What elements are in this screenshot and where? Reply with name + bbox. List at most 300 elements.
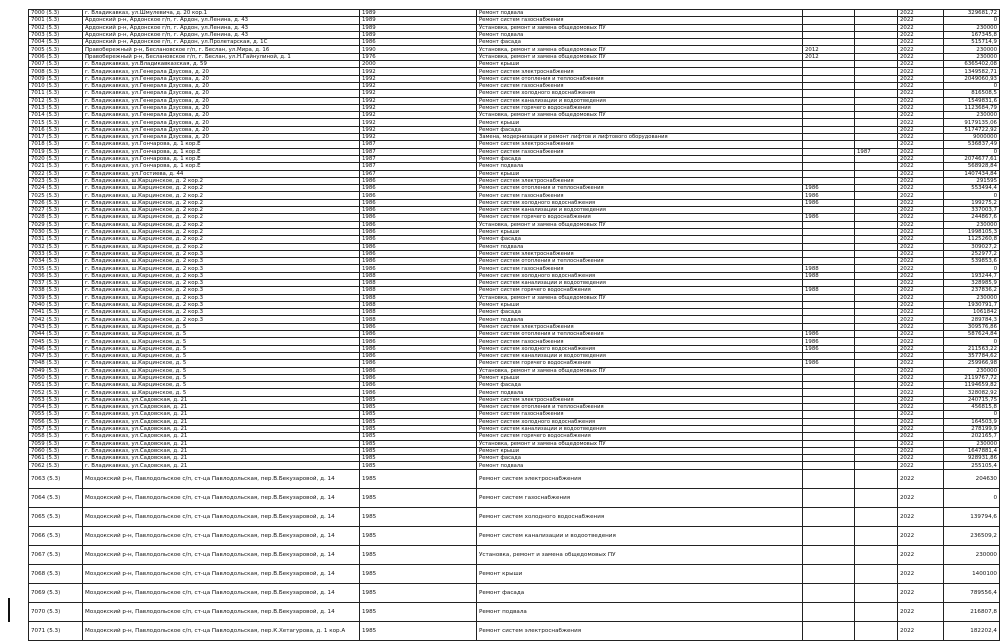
work-type-cell: Ремонт систем канализации и водоотведения	[477, 352, 803, 359]
extra-year-cell	[855, 367, 898, 374]
plan-year-cell: 2022	[898, 236, 944, 243]
plan-year-cell: 2022	[898, 469, 944, 488]
work-type-cell: Ремонт фасада	[477, 39, 803, 46]
prev-repair-cell	[803, 82, 855, 89]
plan-year-cell: 2022	[898, 250, 944, 257]
row-id-cell: 7018 (5.3)	[29, 141, 83, 148]
table-row	[29, 345, 1000, 352]
prev-repair-cell	[803, 90, 855, 97]
plan-year-cell: 2022	[898, 455, 944, 462]
extra-year-cell	[855, 396, 898, 403]
cost-cell: 1125260,8	[944, 236, 1000, 243]
work-type-cell: Ремонт фасада	[477, 455, 803, 462]
address-cell: г. Владикавказ, ул.Генерала Дзусова, д. 20	[83, 75, 360, 82]
row-id-cell: 7005 (5.3)	[29, 46, 83, 53]
row-id-cell: 7047 (5.3)	[29, 352, 83, 359]
build-year-cell: 1985	[360, 404, 477, 411]
table-row	[29, 389, 1000, 396]
cost-cell: 199275,2	[944, 199, 1000, 206]
address-cell: г. Владикавказ, ш.Карцинское, д. 2 кор.3	[83, 258, 360, 265]
extra-year-cell	[855, 53, 898, 60]
table-row	[29, 90, 1000, 97]
address-cell: г. Владикавказ, ул.Гостиева, д. 44	[83, 170, 360, 177]
work-type-cell: Ремонт систем газоснабжения	[477, 488, 803, 507]
extra-year-cell	[855, 185, 898, 192]
prev-repair-cell	[803, 367, 855, 374]
build-year-cell: 1985	[360, 602, 477, 621]
work-type-cell: Установка, ремонт и замена общедомовых ПУ	[477, 367, 803, 374]
cost-cell: 9000000	[944, 134, 1000, 141]
work-type-cell: Ремонт систем электроснабжения	[477, 469, 803, 488]
address-cell: г. Владикавказ, ш.Карцинское, д. 5	[83, 382, 360, 389]
table-row	[29, 61, 1000, 68]
extra-year-cell	[855, 75, 898, 82]
cost-cell: 182202,4	[944, 621, 1000, 640]
cost-cell: 278199,9	[944, 425, 1000, 432]
prev-repair-cell: 1986	[803, 214, 855, 221]
extra-year-cell	[855, 382, 898, 389]
address-cell: г. Владикавказ, ш.Карцинское, д. 2 кор.2	[83, 192, 360, 199]
prev-repair-cell	[803, 31, 855, 38]
table-row	[29, 126, 1000, 133]
plan-year-cell: 2022	[898, 272, 944, 279]
prev-repair-cell	[803, 75, 855, 82]
extra-year-cell	[855, 374, 898, 381]
address-cell: г. Владикавказ, ш.Карцинское, д. 5	[83, 367, 360, 374]
extra-year-cell	[855, 469, 898, 488]
table-row	[29, 374, 1000, 381]
address-cell: г. Владикавказ, ул.Садовская, д. 21	[83, 440, 360, 447]
cost-cell: 167345,8	[944, 31, 1000, 38]
prev-repair-cell	[803, 112, 855, 119]
prev-repair-cell	[803, 433, 855, 440]
address-cell: Правобережный р-н, Беслановское г/п, г. Беслан, ул.Н.Гайнулиной, д. 1	[83, 53, 360, 60]
work-type-cell: Ремонт крыши	[477, 228, 803, 235]
address-cell: г. Владикавказ, ул.Садовская, д. 21	[83, 418, 360, 425]
cost-cell: 230000	[944, 221, 1000, 228]
plan-year-cell: 2022	[898, 396, 944, 403]
prev-repair-cell	[803, 564, 855, 583]
work-type-cell: Установка, ремонт и замена общедомовых ПУ	[477, 221, 803, 228]
plan-year-cell: 2022	[898, 163, 944, 170]
plan-year-cell: 2022	[898, 411, 944, 418]
row-id-cell: 7060 (5.3)	[29, 447, 83, 454]
work-type-cell: Ремонт крыши	[477, 564, 803, 583]
work-type-cell: Ремонт подвала	[477, 31, 803, 38]
row-id-cell: 7024 (5.3)	[29, 185, 83, 192]
work-type-cell: Ремонт систем электроснабжения	[477, 141, 803, 148]
address-cell: г. Владикавказ, ш.Карцинское, д. 2 кор.2	[83, 236, 360, 243]
cost-cell: 252977,2	[944, 250, 1000, 257]
extra-year-cell	[855, 39, 898, 46]
row-id-cell: 7000 (5.3)	[29, 10, 83, 17]
table-row	[29, 309, 1000, 316]
work-type-cell: Ремонт систем канализации и водоотведения	[477, 425, 803, 432]
work-type-cell: Ремонт систем канализации и водоотведения	[477, 526, 803, 545]
prev-repair-cell	[803, 258, 855, 265]
cost-cell: 789556,4	[944, 583, 1000, 602]
table-row	[29, 425, 1000, 432]
cost-cell: 1194659,82	[944, 382, 1000, 389]
extra-year-cell	[855, 126, 898, 133]
plan-year-cell: 2022	[898, 104, 944, 111]
extra-year-cell	[855, 46, 898, 53]
extra-year-cell: 1987	[855, 148, 898, 155]
work-type-cell: Ремонт систем горячего водоснабжения	[477, 360, 803, 367]
extra-year-cell	[855, 345, 898, 352]
cost-cell: 237836,2	[944, 287, 1000, 294]
address-cell: г. Владикавказ, ул.Садовская, д. 21	[83, 455, 360, 462]
work-type-cell: Ремонт систем газоснабжения	[477, 338, 803, 345]
table-row	[29, 396, 1000, 403]
build-year-cell: 1986	[360, 345, 477, 352]
work-type-cell: Установка, ремонт и замена общедомовых ПУ	[477, 440, 803, 447]
work-type-cell: Ремонт фасада	[477, 126, 803, 133]
plan-year-cell: 2022	[898, 338, 944, 345]
address-cell: Ардонский р-н, Ардонское г/п, г. Ардон, ул.Ленина, д. 43	[83, 31, 360, 38]
table-row	[29, 338, 1000, 345]
extra-year-cell	[855, 192, 898, 199]
row-id-cell: 7036 (5.3)	[29, 272, 83, 279]
work-type-cell: Ремонт систем отопления и теплоснабжения	[477, 404, 803, 411]
table-row	[29, 148, 1000, 155]
build-year-cell: 1986	[360, 265, 477, 272]
address-cell: Моздокский р-н, Павлодольское с/п, ст-ца Павлодольская, пер.В.Бекузаровой, д. 14	[83, 564, 360, 583]
build-year-cell: 1985	[360, 447, 477, 454]
build-year-cell: 1986	[360, 192, 477, 199]
extra-year-cell	[855, 331, 898, 338]
build-year-cell: 1986	[360, 331, 477, 338]
build-year-cell: 1986	[360, 360, 477, 367]
build-year-cell: 1992	[360, 90, 477, 97]
address-cell: г. Владикавказ, ш.Карцинское, д. 5	[83, 352, 360, 359]
build-year-cell: 1987	[360, 141, 477, 148]
cost-cell: 357784,62	[944, 352, 1000, 359]
address-cell: г. Владикавказ, ул.Гончарова, д. 1 кор.Е	[83, 155, 360, 162]
build-year-cell: 1992	[360, 97, 477, 104]
cost-cell: 202165,7	[944, 433, 1000, 440]
cost-cell: 230000	[944, 545, 1000, 564]
table-row	[29, 236, 1000, 243]
build-year-cell: 1988	[360, 279, 477, 286]
build-year-cell: 1992	[360, 68, 477, 75]
build-year-cell: 1986	[360, 207, 477, 214]
work-type-cell: Ремонт систем горячего водоснабжения	[477, 287, 803, 294]
build-year-cell: 1986	[360, 221, 477, 228]
row-id-cell: 7057 (5.3)	[29, 425, 83, 432]
address-cell: г. Владикавказ, ул.Генерала Дзусова, д. 20	[83, 104, 360, 111]
plan-year-cell: 2022	[898, 112, 944, 119]
cost-cell: 568928,84	[944, 163, 1000, 170]
extra-year-cell	[855, 455, 898, 462]
cost-cell: 0	[944, 338, 1000, 345]
row-id-cell: 7050 (5.3)	[29, 374, 83, 381]
work-type-cell: Ремонт систем газоснабжения	[477, 265, 803, 272]
cost-cell: 928931,86	[944, 455, 1000, 462]
cost-cell: 230000	[944, 367, 1000, 374]
table-row	[29, 207, 1000, 214]
plan-year-cell: 2022	[898, 309, 944, 316]
cost-cell: 337003,7	[944, 207, 1000, 214]
plan-year-cell: 2022	[898, 82, 944, 89]
cost-cell: 1647881,4	[944, 447, 1000, 454]
plan-year-cell: 2022	[898, 440, 944, 447]
address-cell: г. Владикавказ, ул.Генерала Дзусова, д. 20	[83, 82, 360, 89]
extra-year-cell	[855, 82, 898, 89]
prev-repair-cell	[803, 294, 855, 301]
address-cell: г. Владикавказ, ш.Карцинское, д. 5	[83, 345, 360, 352]
row-id-cell: 7023 (5.3)	[29, 177, 83, 184]
work-type-cell: Ремонт систем газоснабжения	[477, 82, 803, 89]
cost-cell: 240715,75	[944, 396, 1000, 403]
cost-cell: 1123684,79	[944, 104, 1000, 111]
table-row	[29, 192, 1000, 199]
plan-year-cell: 2022	[898, 228, 944, 235]
extra-year-cell	[855, 583, 898, 602]
plan-year-cell: 2022	[898, 185, 944, 192]
prev-repair-cell	[803, 382, 855, 389]
cost-cell: 329681,72	[944, 10, 1000, 17]
work-type-cell: Ремонт систем отопления и теплоснабжения	[477, 75, 803, 82]
address-cell: г. Владикавказ, ул.Гончарова, д. 1 кор.Е	[83, 163, 360, 170]
plan-year-cell: 2022	[898, 46, 944, 53]
build-year-cell: 1986	[360, 39, 477, 46]
prev-repair-cell	[803, 68, 855, 75]
address-cell: г. Владикавказ, ш.Карцинское, д. 2 кор.3	[83, 294, 360, 301]
row-id-cell: 7045 (5.3)	[29, 338, 83, 345]
row-id-cell: 7065 (5.3)	[29, 507, 83, 526]
plan-year-cell: 2022	[898, 75, 944, 82]
work-type-cell: Установка, ремонт и замена общедомовых ПУ	[477, 24, 803, 31]
work-type-cell: Ремонт подвала	[477, 10, 803, 17]
work-type-cell: Ремонт систем горячего водоснабжения	[477, 433, 803, 440]
plan-year-cell: 2022	[898, 134, 944, 141]
cost-cell: 1549831,6	[944, 97, 1000, 104]
row-id-cell: 7037 (5.3)	[29, 279, 83, 286]
prev-repair-cell	[803, 207, 855, 214]
table-row	[29, 272, 1000, 279]
extra-year-cell	[855, 294, 898, 301]
build-year-cell: 1988	[360, 272, 477, 279]
extra-year-cell	[855, 24, 898, 31]
cost-cell: 230000	[944, 53, 1000, 60]
extra-year-cell	[855, 265, 898, 272]
table-row	[29, 17, 1000, 24]
plan-year-cell: 2022	[898, 126, 944, 133]
extra-year-cell	[855, 17, 898, 24]
work-type-cell: Установка, ремонт и замена общедомовых ПУ	[477, 112, 803, 119]
extra-year-cell	[855, 425, 898, 432]
margin-mark	[8, 598, 10, 622]
plan-year-cell: 2022	[898, 367, 944, 374]
extra-year-cell	[855, 214, 898, 221]
prev-repair-cell	[803, 126, 855, 133]
plan-year-cell: 2022	[898, 61, 944, 68]
cost-cell: 0	[944, 265, 1000, 272]
work-type-cell: Ремонт крыши	[477, 119, 803, 126]
cost-cell: 211563,22	[944, 345, 1000, 352]
prev-repair-cell	[803, 24, 855, 31]
address-cell: г. Владикавказ, ш.Карцинское, д. 5	[83, 374, 360, 381]
table-row	[29, 418, 1000, 425]
prev-repair-cell	[803, 10, 855, 17]
plan-year-cell: 2022	[898, 331, 944, 338]
extra-year-cell	[855, 199, 898, 206]
table-row	[29, 75, 1000, 82]
row-id-cell: 7027 (5.3)	[29, 207, 83, 214]
address-cell: Ардонский р-н, Ардонское г/п, г. Ардон, ул.Ленина, д. 43	[83, 24, 360, 31]
work-type-cell: Ремонт систем газоснабжения	[477, 192, 803, 199]
extra-year-cell	[855, 134, 898, 141]
build-year-cell: 1985	[360, 418, 477, 425]
prev-repair-cell: 1986	[803, 331, 855, 338]
build-year-cell: 1985	[360, 433, 477, 440]
build-year-cell: 1986	[360, 352, 477, 359]
prev-repair-cell: 1986	[803, 338, 855, 345]
row-id-cell: 7011 (5.3)	[29, 90, 83, 97]
address-cell: г. Владикавказ, ул.Генерала Дзусова, д. 20	[83, 97, 360, 104]
prev-repair-cell	[803, 389, 855, 396]
prev-repair-cell	[803, 526, 855, 545]
prev-repair-cell	[803, 170, 855, 177]
table-row	[29, 352, 1000, 359]
row-id-cell: 7003 (5.3)	[29, 31, 83, 38]
plan-year-cell: 2022	[898, 177, 944, 184]
extra-year-cell	[855, 389, 898, 396]
plan-year-cell: 2022	[898, 545, 944, 564]
plan-year-cell: 2022	[898, 221, 944, 228]
prev-repair-cell	[803, 352, 855, 359]
plan-year-cell: 2022	[898, 526, 944, 545]
table-row	[29, 170, 1000, 177]
work-type-cell: Ремонт систем холодного водоснабжения	[477, 507, 803, 526]
prev-repair-cell	[803, 119, 855, 126]
prev-repair-cell	[803, 17, 855, 24]
table-row	[29, 526, 1000, 545]
table-row	[29, 199, 1000, 206]
table-row	[29, 214, 1000, 221]
build-year-cell: 1987	[360, 148, 477, 155]
work-type-cell: Замена, модернизация и ремонт лифтов и лифтового оборудования	[477, 134, 803, 141]
cost-cell: 230000	[944, 46, 1000, 53]
address-cell: г. Владикавказ, ул.Владикавказская, д. 59	[83, 61, 360, 68]
work-type-cell: Ремонт подвала	[477, 389, 803, 396]
row-id-cell: 7014 (5.3)	[29, 112, 83, 119]
prev-repair-cell	[803, 250, 855, 257]
address-cell: г. Владикавказ, ул.Садовская, д. 21	[83, 411, 360, 418]
cost-cell: 328985,9	[944, 279, 1000, 286]
build-year-cell: 1989	[360, 24, 477, 31]
prev-repair-cell	[803, 374, 855, 381]
prev-repair-cell	[803, 323, 855, 330]
work-type-cell: Ремонт систем горячего водоснабжения	[477, 104, 803, 111]
work-type-cell: Ремонт подвала	[477, 462, 803, 469]
build-year-cell: 1986	[360, 323, 477, 330]
work-type-cell: Ремонт систем холодного водоснабжения	[477, 418, 803, 425]
row-id-cell: 7016 (5.3)	[29, 126, 83, 133]
plan-year-cell: 2022	[898, 207, 944, 214]
table-row	[29, 97, 1000, 104]
work-type-cell: Ремонт крыши	[477, 61, 803, 68]
plan-year-cell: 2022	[898, 323, 944, 330]
address-cell: г. Владикавказ, ш.Карцинское, д. 2 кор.2	[83, 177, 360, 184]
address-cell: г. Владикавказ, ш.Карцинское, д. 2 кор.3	[83, 309, 360, 316]
build-year-cell: 1985	[360, 621, 477, 640]
plan-year-cell: 2022	[898, 488, 944, 507]
address-cell: г. Владикавказ, ш.Карцинское, д. 2 кор.2	[83, 185, 360, 192]
row-id-cell: 7071 (5.3)	[29, 621, 83, 640]
table-row	[29, 53, 1000, 60]
plan-year-cell: 2022	[898, 433, 944, 440]
build-year-cell: 1985	[360, 526, 477, 545]
build-year-cell: 1985	[360, 488, 477, 507]
row-id-cell: 7040 (5.3)	[29, 301, 83, 308]
address-cell: г. Владикавказ, ш.Карцинское, д. 2 кор.2	[83, 207, 360, 214]
table-row	[29, 447, 1000, 454]
prev-repair-cell	[803, 488, 855, 507]
work-type-cell: Ремонт систем канализации и водоотведения	[477, 279, 803, 286]
prev-repair-cell: 1988	[803, 287, 855, 294]
row-id-cell: 7054 (5.3)	[29, 404, 83, 411]
address-cell: Моздокский р-н, Павлодольское с/п, ст-ца Павлодольская, пер.В.Бекузаровой, д. 14	[83, 488, 360, 507]
cost-cell: 193244,7	[944, 272, 1000, 279]
cost-cell: 536837,49	[944, 141, 1000, 148]
plan-year-cell: 2022	[898, 97, 944, 104]
table-row	[29, 221, 1000, 228]
address-cell: г. Владикавказ, ш.Карцинское, д. 2 кор.3	[83, 301, 360, 308]
address-cell: Моздокский р-н, Павлодольское с/п, ст-ца Павлодольская, пер.В.Бекузаровой, д. 14	[83, 583, 360, 602]
prev-repair-cell: 1986	[803, 185, 855, 192]
work-type-cell: Ремонт систем канализации и водоотведения	[477, 207, 803, 214]
work-type-cell: Ремонт систем холодного водоснабжения	[477, 90, 803, 97]
address-cell: г. Владикавказ, ш.Карцинское, д. 5	[83, 360, 360, 367]
address-cell: г. Владикавказ, ул.Генерала Дзусова, д. 20	[83, 112, 360, 119]
build-year-cell: 1990	[360, 46, 477, 53]
prev-repair-cell	[803, 418, 855, 425]
address-cell: г. Владикавказ, ул.Генерала Дзусова, д. 20	[83, 134, 360, 141]
row-id-cell: 7039 (5.3)	[29, 294, 83, 301]
plan-year-cell: 2022	[898, 389, 944, 396]
cost-cell: 244867,6	[944, 214, 1000, 221]
table-row	[29, 331, 1000, 338]
address-cell: г. Владикавказ, ул.Садовская, д. 21	[83, 433, 360, 440]
build-year-cell: 1985	[360, 396, 477, 403]
table-row	[29, 46, 1000, 53]
extra-year-cell	[855, 31, 898, 38]
row-id-cell: 7061 (5.3)	[29, 455, 83, 462]
build-year-cell: 1986	[360, 228, 477, 235]
row-id-cell: 7044 (5.3)	[29, 331, 83, 338]
prev-repair-cell	[803, 621, 855, 640]
extra-year-cell	[855, 411, 898, 418]
work-type-cell: Ремонт крыши	[477, 447, 803, 454]
row-id-cell: 7048 (5.3)	[29, 360, 83, 367]
cost-cell: 816508,5	[944, 90, 1000, 97]
plan-year-cell: 2022	[898, 301, 944, 308]
row-id-cell: 7012 (5.3)	[29, 97, 83, 104]
build-year-cell: 1985	[360, 583, 477, 602]
plan-year-cell: 2022	[898, 39, 944, 46]
cost-cell: 309576,86	[944, 323, 1000, 330]
address-cell: г. Владикавказ, ш.Карцинское, д. 2 кор.3	[83, 272, 360, 279]
extra-year-cell	[855, 163, 898, 170]
build-year-cell: 1986	[360, 367, 477, 374]
address-cell: Моздокский р-н, Павлодольское с/п, ст-ца Павлодольская, пер.В.Бекузаровой, д. 14	[83, 602, 360, 621]
build-year-cell: 1967	[360, 170, 477, 177]
build-year-cell: 1986	[360, 199, 477, 206]
work-type-cell: Ремонт крыши	[477, 374, 803, 381]
cost-cell: 1930791,7	[944, 301, 1000, 308]
